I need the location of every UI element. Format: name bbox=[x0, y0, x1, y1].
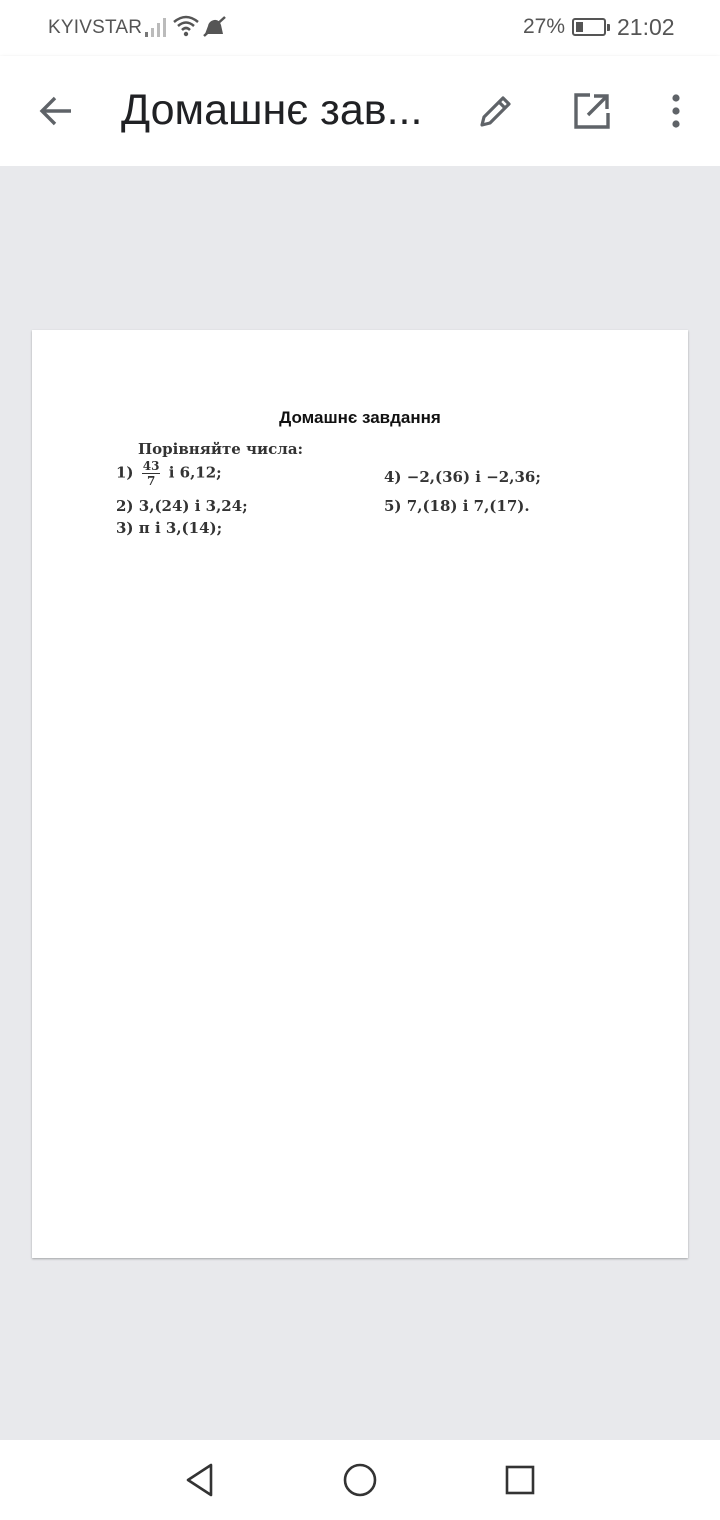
nav-back-button[interactable] bbox=[178, 1458, 222, 1502]
more-options-button[interactable] bbox=[652, 87, 700, 135]
nav-home-icon bbox=[342, 1462, 378, 1498]
status-bar bbox=[0, 0, 720, 56]
exercise-5: 5) 7,(18) і 7,(17). bbox=[384, 497, 530, 515]
back-button[interactable] bbox=[32, 87, 80, 135]
exercise-2: 2) 3,(24) і 3,24; bbox=[116, 497, 248, 515]
fraction: $\frac{43}{7}$ bbox=[142, 459, 160, 488]
carrier-name: KYIVSTAR bbox=[48, 17, 143, 38]
system-nav-bar bbox=[0, 1440, 720, 1520]
document-title: Домашнє зав... bbox=[121, 86, 423, 134]
edit-button[interactable] bbox=[472, 87, 520, 135]
nav-home-button[interactable] bbox=[338, 1458, 382, 1502]
do-not-disturb-icon bbox=[202, 14, 228, 38]
back-arrow-icon bbox=[36, 91, 76, 131]
more-vert-icon bbox=[668, 91, 684, 131]
exercise-3: 3) π і 3,(14); bbox=[116, 519, 223, 537]
instruction-text: Порівняйте числа: bbox=[138, 440, 304, 458]
document-page bbox=[32, 330, 688, 1258]
battery-level bbox=[576, 22, 583, 32]
edit-pencil-icon bbox=[476, 91, 516, 131]
document-viewer[interactable] bbox=[0, 166, 720, 1440]
nav-back-icon bbox=[182, 1462, 218, 1498]
scanned-exercise bbox=[116, 436, 556, 546]
exercise-4: 4) −2,(36) і −2,36; bbox=[384, 468, 541, 486]
open-in-app-button[interactable] bbox=[568, 87, 616, 135]
clock: 21:02 bbox=[617, 14, 675, 40]
battery-icon bbox=[572, 18, 606, 36]
nav-recents-icon bbox=[502, 1462, 538, 1498]
wifi-icon bbox=[172, 14, 200, 38]
battery-percent: 27% bbox=[523, 15, 566, 38]
open-external-icon bbox=[572, 91, 612, 131]
exercise-1: 1) $\frac{43}{7}$ і 6,12; bbox=[116, 459, 222, 488]
nav-recents-button[interactable] bbox=[498, 1458, 542, 1502]
app-toolbar bbox=[0, 56, 720, 166]
signal-icon bbox=[144, 16, 168, 38]
page-heading: Домашнє завдання bbox=[279, 408, 441, 427]
